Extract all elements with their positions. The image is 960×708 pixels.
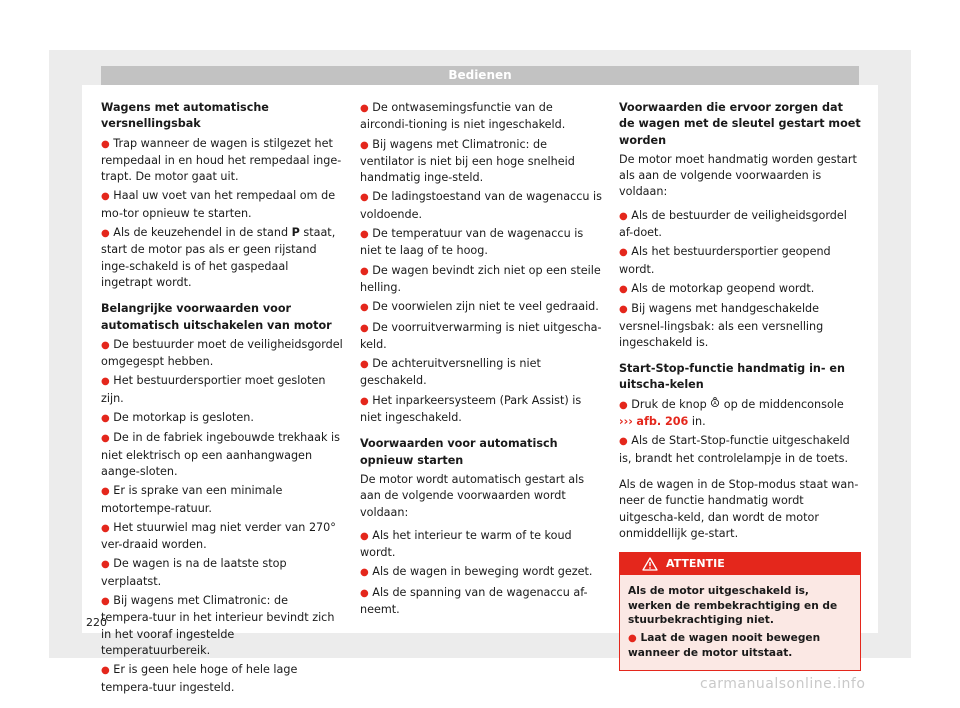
bullet-icon: ●: [101, 228, 110, 240]
bullet-icon: ●: [101, 522, 110, 534]
list-item: ● Laat de wagen nooit bewegen wanneer de motor uitstaat.: [628, 631, 821, 660]
list-item: ● Als de keuzehendel in de stand P staat, start de motor pas als er geen rijstand inge-schakeld is of het gaspedaal ingetrapt wordt.: [101, 226, 336, 289]
bullet-icon: ●: [619, 283, 628, 295]
bullet-icon: ●: [360, 139, 369, 151]
heading-auto-stop-conditions: Belangrijke voorwaarden voor automatisch uitschakelen van motor: [101, 302, 332, 332]
list-item: ● De bestuurder moet de veiligheidsgordel omgegespt hebben.: [101, 337, 343, 369]
paragraph: De motor wordt automatisch gestart als aan de volgende voorwaarden wordt voldaan:: [360, 472, 585, 519]
bullet-icon: ●: [360, 103, 369, 114]
gear-position-p: P: [291, 226, 300, 240]
bullet-icon: ●: [619, 210, 628, 222]
list-item: ● Bij wagens met Climatronic: de ventilator is niet bij een hoge snelheid handmatig inge-steld.: [360, 137, 575, 185]
list-item: ● De in de fabriek ingebouwde trekhaak is niet elektrisch op een aanhangwagen aange-sloten.: [101, 431, 340, 478]
bullet-icon: ●: [101, 413, 110, 425]
list-item: ● Bij wagens met handgeschakelde versnel-lingsbak: als een versnelling ingeschakeld is.: [619, 302, 824, 349]
figure-link[interactable]: afb. 206: [636, 415, 689, 429]
warning-body: [620, 575, 860, 670]
bullet-icon: ●: [360, 302, 369, 314]
list-item: ● Er is sprake van een minimale motortempe-ratuur.: [101, 484, 283, 515]
reference-arrows: ›››: [619, 415, 633, 429]
bullet-icon: ●: [101, 138, 110, 150]
warning-title: ATTENTIE: [666, 557, 725, 571]
bullet-icon: ●: [101, 486, 110, 498]
list-item: ● Het bestuurdersportier moet gesloten zijn.: [101, 374, 326, 405]
column-1: [101, 100, 343, 699]
list-item: ● Het stuurwiel mag niet verder van 270° ver-draaid worden.: [101, 520, 336, 552]
bullet-icon: ●: [360, 587, 369, 599]
list-item: ● Trap wanneer de wagen is stilgezet het rempedaal in en houd het rempedaal inge-trapt. De motor gaat uit.: [101, 136, 342, 184]
bullet-icon: ●: [360, 265, 369, 277]
paragraph: De motor moet handmatig worden gestart als aan de volgende voorwaarden is voldaan:: [619, 152, 857, 199]
bullet-icon: ●: [619, 247, 628, 259]
list-item: ● De achteruitversnelling is niet geschakeld.: [360, 357, 541, 388]
bullet-icon: ●: [360, 530, 369, 542]
section-header: Bedienen: [101, 66, 859, 85]
list-item: ● De wagen is na de laatste stop verplaatst.: [101, 557, 287, 588]
heading-manual-start-stop: Start-Stop-functie handmatig in- en uitscha-kelen: [619, 362, 845, 392]
list-item: ● De ladingstoestand van de wagenaccu is voldoende.: [360, 190, 602, 221]
list-item: ● Als de wagen in beweging wordt gezet.: [360, 565, 593, 579]
list-item: ● Druk de knop A op de middenconsole ››› afb. 206 in.: [619, 397, 844, 429]
column-3: [619, 100, 861, 671]
list-item: ● Bij wagens met Climatronic: de tempera-tuur in het interieur bevindt zich in het vooraf ingestelde temperatuurbereik.: [101, 594, 335, 657]
warning-header: [620, 553, 860, 575]
bullet-icon: ●: [101, 339, 110, 351]
list-item: ● Als de motorkap geopend wordt.: [619, 281, 815, 295]
bullet-icon: ●: [619, 399, 628, 411]
svg-text:A: A: [713, 400, 717, 407]
list-item: ● De ontwasemingsfunctie van de aircondi-tioning is niet ingeschakeld.: [360, 101, 566, 132]
bullet-icon: ●: [360, 395, 369, 407]
list-item: ● Als de Start-Stop-functie uitgeschakeld is, brandt het controlelampje in de toets.: [619, 434, 850, 465]
column-2: [360, 100, 602, 621]
list-item: ● Als het interieur te warm of te koud wordt.: [360, 528, 572, 560]
bullet-icon: ●: [101, 596, 110, 608]
bullet-icon: ●: [360, 229, 369, 241]
list-item: ● Er is geen hele hoge of hele lage tempera-tuur ingesteld.: [101, 663, 298, 694]
bullet-icon: ●: [619, 304, 628, 316]
bullet-icon: ●: [101, 559, 110, 571]
start-stop-button-icon: [710, 398, 720, 411]
bullet-icon: ●: [619, 436, 628, 448]
bullet-icon: ●: [360, 322, 369, 334]
page-number: 220: [86, 616, 107, 629]
list-item: ● De voorruitverwarming is niet uitgescha-keld.: [360, 320, 602, 351]
warning-text: Als de motor uitgeschakeld is, werken de rembekrachtiging en de stuurbekrachtiging niet.: [628, 585, 838, 627]
heading-automatic-transmission: Wagens met automatische versnellingsbak: [101, 101, 269, 131]
watermark: carmanualsonline.info: [700, 676, 866, 692]
bullet-icon: ●: [101, 376, 110, 388]
bullet-icon: ●: [101, 665, 110, 677]
heading-key-start-conditions: Voorwaarden die ervoor zorgen dat de wagen met de sleutel gestart moet worden: [619, 101, 861, 147]
list-item: ● De voorwielen zijn niet te veel gedraaid.: [360, 300, 599, 314]
bullet-icon: ●: [360, 192, 369, 204]
bullet-icon: ●: [101, 433, 110, 445]
list-item: ● Het inparkeersysteem (Park Assist) is niet ingeschakeld.: [360, 393, 582, 425]
list-item: ● De temperatuur van de wagenaccu is niet te laag of te hoog.: [360, 227, 584, 258]
bullet-icon: ●: [101, 191, 110, 203]
heading-auto-restart: Voorwaarden voor automatisch opnieuw starten: [360, 437, 558, 467]
bullet-icon: ●: [628, 632, 637, 644]
list-item: ● De motorkap is gesloten.: [101, 411, 254, 425]
warning-triangle-icon: [642, 557, 658, 571]
bullet-icon: ●: [360, 359, 369, 371]
list-item: ● De wagen bevindt zich niet op een steile helling.: [360, 263, 601, 294]
bullet-icon: ●: [360, 567, 369, 579]
paragraph: Als de wagen in de Stop-modus staat wan-neer de functie handmatig wordt uitgescha-keld, dan wordt de motor onmiddellijk ge-start.: [619, 477, 859, 540]
list-item: ● Als de spanning van de wagenaccu af-neemt.: [360, 585, 588, 617]
list-item: ● Haal uw voet van het rempedaal om de mo-tor opnieuw te starten.: [101, 189, 336, 220]
list-item: ● Als de bestuurder de veiligheidsgordel af-doet.: [619, 208, 847, 240]
warning-box: [619, 552, 861, 671]
list-item: ● Als het bestuurdersportier geopend wordt.: [619, 245, 831, 276]
